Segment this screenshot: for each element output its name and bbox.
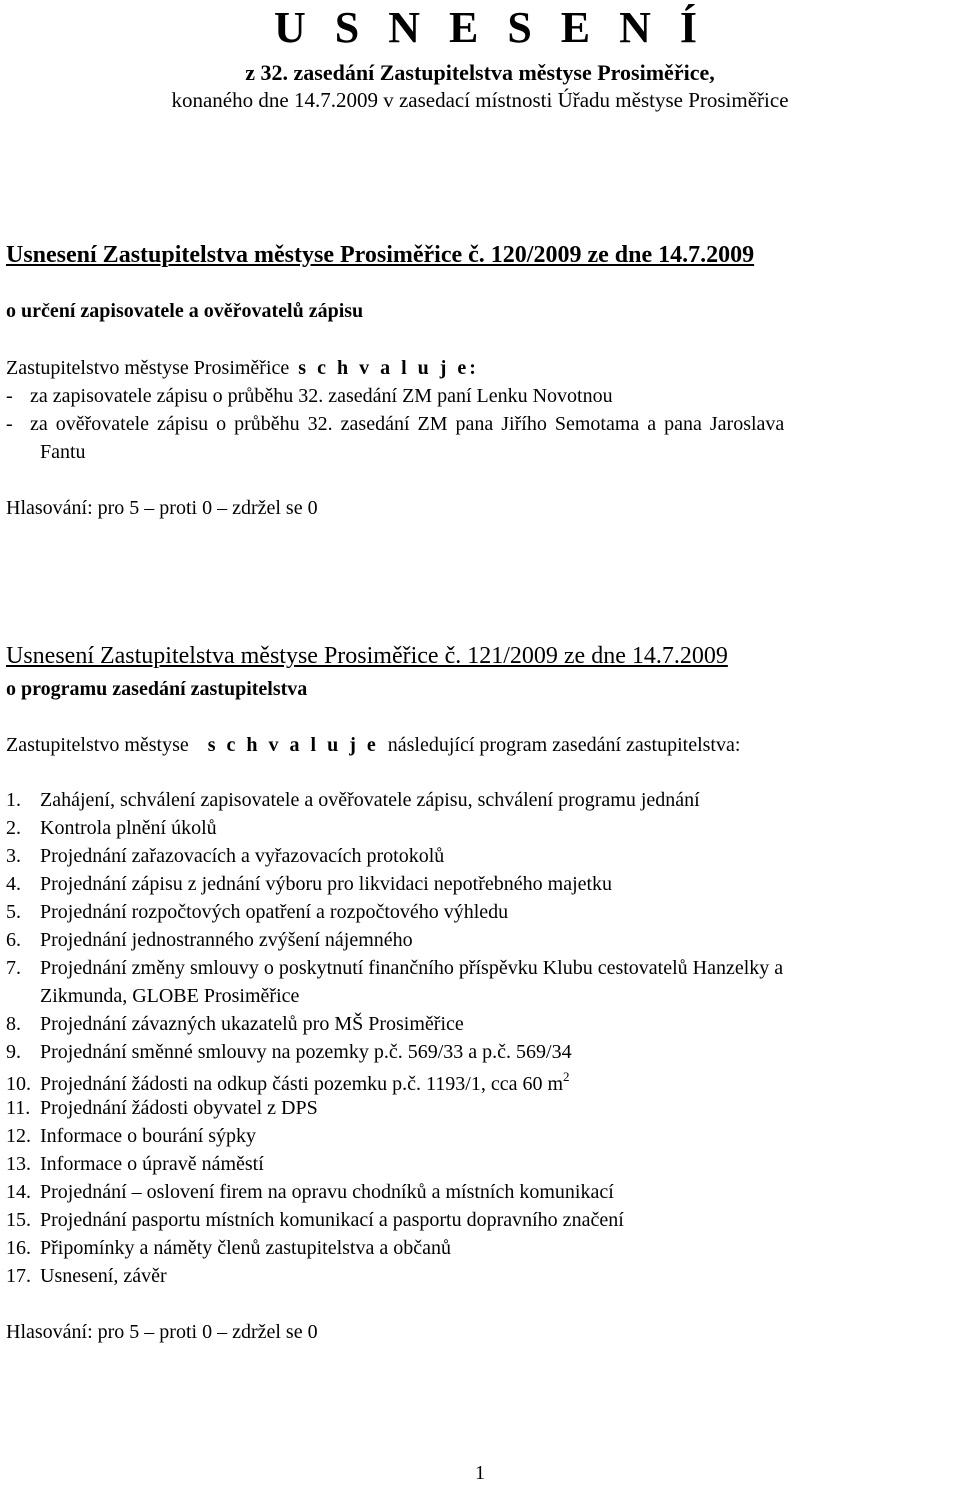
program-item: 13. Informace o úpravě náměstí <box>6 1153 264 1175</box>
resolution-121-subject: o programu zasedání zastupitelstva <box>6 678 308 700</box>
resolution-120-item-2 <box>0 413 960 439</box>
program-item: 11. Projednání žádosti obyvatel z DPS <box>6 1097 318 1119</box>
meeting-line: z 32. zasedání Zastupitelstva městyse Prosiměřice, <box>245 60 715 85</box>
page-number: 1 <box>475 1462 485 1484</box>
program-item-continuation: Zikmunda, GLOBE Prosiměřice <box>40 985 300 1007</box>
approves-verb: s c h v a l u j e <box>207 734 379 756</box>
resolution-120-vote: Hlasování: pro 5 – proti 0 – zdržel se 0 <box>6 497 318 519</box>
item-text: za ověřovatele zápisu o průběhu 32. zasedání ZM pana Jiřího Semotama a pana Jaroslava <box>30 413 785 435</box>
resolution-121-heading: Usnesení Zastupitelstva městyse Prosiměřice č. 121/2009 ze dne 14.7.2009 <box>6 643 728 669</box>
intro-text: Zastupitelstvo městyse <box>6 734 189 756</box>
program-item: 2. Kontrola plnění úkolů <box>6 817 217 839</box>
program-item: 16. Připomínky a náměty členů zastupitelstva a občanů <box>6 1237 451 1259</box>
program-item: 9. Projednání směnné smlouvy na pozemky p.č. 569/33 a p.č. 569/34 <box>6 1041 572 1063</box>
resolution-121-intro <box>6 734 740 757</box>
resolution-120-heading: Usnesení Zastupitelstva městyse Prosiměřice č. 120/2009 ze dne 14.7.2009 <box>6 242 755 268</box>
resolution-121-vote: Hlasování: pro 5 – proti 0 – zdržel se 0 <box>6 1321 318 1343</box>
program-item: 5. Projednání rozpočtových opatření a rozpočtového výhledu <box>6 901 509 923</box>
dash-bullet: - <box>6 385 13 407</box>
superscript: 2 <box>563 1069 570 1084</box>
intro-tail: následující program zasedání zastupitelstva: <box>387 734 741 756</box>
program-item: 3. Projednání zařazovacích a vyřazovacích protokolů <box>6 845 445 867</box>
program-item: 17. Usnesení, závěr <box>6 1265 167 1287</box>
program-item: 4. Projednání zápisu z jednání výboru pro likvidaci nepotřebného majetku <box>6 873 613 895</box>
program-item: 10. Projednání žádosti na odkup části pozemku p.č. 1193/1, cca 60 $m^2$ <box>6 1069 570 1095</box>
document-title: U S N E S E N Í <box>273 3 707 52</box>
program-item: 15. Projednání pasportu místních komunikací a pasportu dopravního značení <box>6 1209 624 1231</box>
resolution-120-intro <box>6 357 479 380</box>
resolution-120-item-2-cont: Fantu <box>40 441 86 463</box>
program-item: 7. Projednání změny smlouvy o poskytnutí finančního příspěvku Klubu cestovatelů Hanzelky a <box>6 957 784 979</box>
program-item: 12. Informace o bourání sýpky <box>6 1125 257 1147</box>
dash-bullet: - <box>6 413 13 435</box>
meeting-date-place: konaného dne 14.7.2009 v zasedací místnosti Úřadu městyse Prosiměřice <box>171 88 789 112</box>
item-text: za zapisovatele zápisu o průběhu 32. zasedání ZM paní Lenku Novotnou <box>30 385 613 407</box>
intro-text: Zastupitelstvo městyse Prosiměřice <box>6 357 290 379</box>
program-item: 8. Projednání závazných ukazatelů pro MŠ Prosiměřice <box>6 1013 464 1035</box>
resolution-120-item-1 <box>0 385 960 411</box>
resolution-120-subject: o určení zapisovatele a ověřovatelů zápisu <box>6 300 364 322</box>
program-item: 14. Projednání – oslovení firem na opravu chodníků a místních komunikací <box>6 1181 614 1203</box>
program-item: 1. Zahájení, schválení zapisovatele a ověřovatele zápisu, schválení programu jednání <box>6 789 700 811</box>
program-item: 6. Projednání jednostranného zvýšení nájemného <box>6 929 413 951</box>
approves-verb: s c h v a l u j e: <box>298 357 479 379</box>
